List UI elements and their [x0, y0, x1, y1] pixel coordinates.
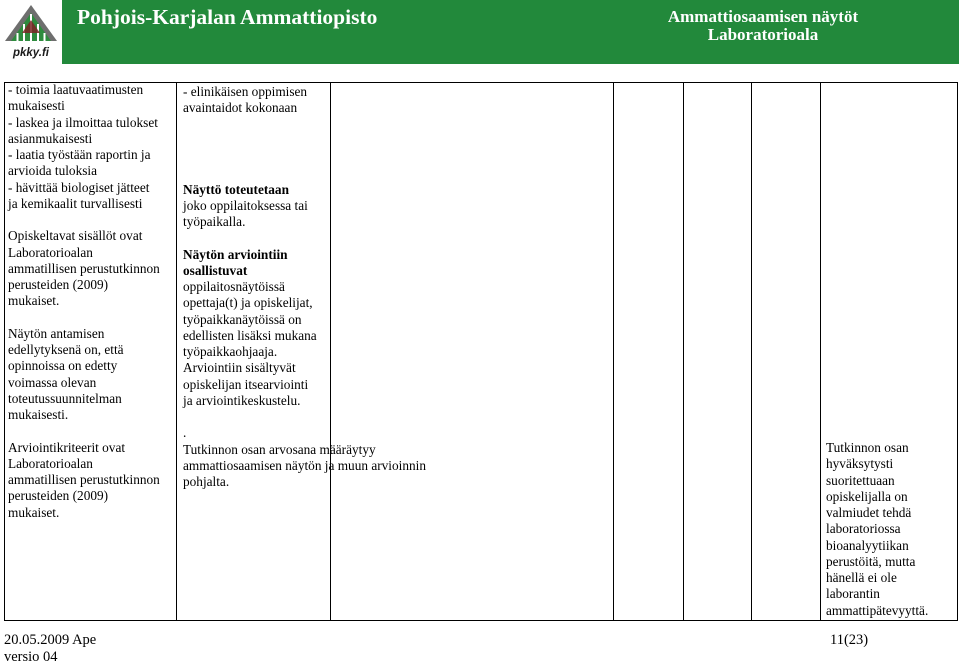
table-cell-left [8, 82, 160, 521]
column-divider [683, 82, 684, 621]
text-line: asianmukaisesti [8, 130, 93, 146]
text-line: - elinikäisen oppimisen [183, 84, 308, 99]
footer-date-author: 20.05.2009 Ape [4, 632, 97, 648]
page-header [0, 0, 959, 64]
table-cell-right [826, 440, 928, 619]
text-line: pohjalta. [183, 474, 230, 489]
text-line: ja kemikaalit turvallisesti [8, 195, 143, 211]
text-line: hyväksytysti [826, 456, 894, 472]
text-line: - laskea ja ilmoittaa tulokset [8, 114, 158, 130]
text-line: Tutkinnon osan arvosana määräytyy [183, 441, 376, 457]
text-line: Laboratorioalan [8, 455, 93, 471]
text-line: mukaiset. [8, 293, 60, 309]
text-line: voimassa olevan [8, 374, 97, 390]
text-line: laboratoriossa [826, 521, 901, 537]
text-line: mukaisesti. [8, 407, 69, 422]
table-border-right [957, 82, 958, 621]
paragraph [8, 440, 160, 521]
text-line: hänellä ei ole [826, 570, 897, 585]
paragraph [183, 247, 426, 410]
document-title: Ammattiosaamisen näytöt [667, 7, 859, 26]
footer-version: versio 04 [4, 648, 58, 665]
column-divider [751, 82, 752, 621]
bold-lead-line: osallistuvat [183, 262, 248, 278]
text-line: Opiskeltavat sisällöt ovat [8, 228, 143, 244]
text-line: opiskelijan itsearviointi [183, 376, 309, 392]
column-divider [820, 82, 821, 621]
text-line: Tutkinnon osan [826, 440, 909, 455]
text-line: bioanalyytiikan [826, 537, 909, 553]
column-divider [176, 82, 177, 621]
paragraph [8, 82, 160, 212]
text-line: edellytyksenä on, että [8, 342, 124, 357]
text-line: Arviointiin sisältyvät [183, 360, 296, 376]
text-line: edellisten lisäksi mukana [183, 327, 317, 343]
bold-lead-line: Näytön arviointiin [183, 246, 288, 262]
organization-name: Pohjois-Karjalan Ammattiopisto [77, 5, 378, 29]
text-line: työpaikkaohjaaja. [183, 344, 278, 359]
text-line: ammatillisen perustutkinnon [8, 260, 160, 276]
text-line: joko oppilaitoksessa tai [183, 197, 308, 213]
text-line: oppilaitosnäytöissä [183, 279, 285, 294]
paragraph [8, 326, 160, 424]
text-line: avaintaidot kokonaan [183, 100, 298, 116]
column-divider [613, 82, 614, 621]
text-line: Laboratorioalan [8, 244, 93, 260]
text-line: Näytön antamisen [8, 325, 105, 341]
page-footer [4, 632, 96, 665]
text-line: opinnoissa on edetty [8, 358, 118, 374]
paragraph [8, 228, 160, 309]
table-border-bottom [4, 620, 958, 621]
paragraph [183, 425, 426, 490]
text-line: opettaja(t) ja opiskelijat, [183, 295, 313, 311]
text-line: - hävittää biologiset jätteet [8, 179, 150, 195]
text-line: opiskelijalla on [826, 488, 908, 504]
text-line: - toimia laatuvaatimusten [8, 82, 144, 97]
paragraph [183, 182, 426, 231]
paragraph [183, 84, 426, 117]
text-line: mukaiset. [8, 504, 60, 520]
text-line: perusteiden (2009) [8, 488, 109, 504]
logo-text: pkky.fi [12, 47, 50, 59]
page-number: 11(23) [830, 632, 869, 648]
text-line: suoritettuaan [826, 472, 895, 488]
text-line: mukaisesti [8, 98, 65, 114]
text-line: arvioida tuloksia [8, 163, 97, 179]
text-line: ja arviointikeskustelu. [183, 392, 301, 408]
text-line: ammatillisen perustutkinnon [8, 472, 160, 487]
table-cell-middle [183, 84, 426, 490]
document-title-block [640, 8, 886, 44]
text-line: ammattiosaamisen näytön ja muun arvioinnin [183, 457, 426, 473]
text-line: laborantin [826, 586, 880, 602]
text-line: ammattipätevyyttä. [826, 602, 929, 618]
text-line: toteutussuunnitelman [8, 390, 122, 406]
paragraph [826, 440, 928, 619]
bold-lead-line: Näyttö toteutetaan [183, 181, 289, 197]
text-line: . [183, 425, 187, 441]
table-border-left [4, 82, 5, 621]
text-line: työpaikkanäytöissä on [183, 311, 302, 327]
text-line: - laatia työstään raportin ja [8, 147, 151, 162]
text-line: perusteiden (2009) [8, 277, 109, 292]
pkky-logo [0, 0, 62, 64]
document-subtitle: Laboratorioala [707, 25, 819, 44]
text-line: työpaikalla. [183, 214, 246, 229]
text-line: perustöitä, mutta [826, 553, 916, 569]
text-line: valmiudet tehdä [826, 505, 912, 520]
text-line: Arviointikriteerit ovat [8, 439, 126, 455]
logo-mark-icon [0, 0, 62, 64]
